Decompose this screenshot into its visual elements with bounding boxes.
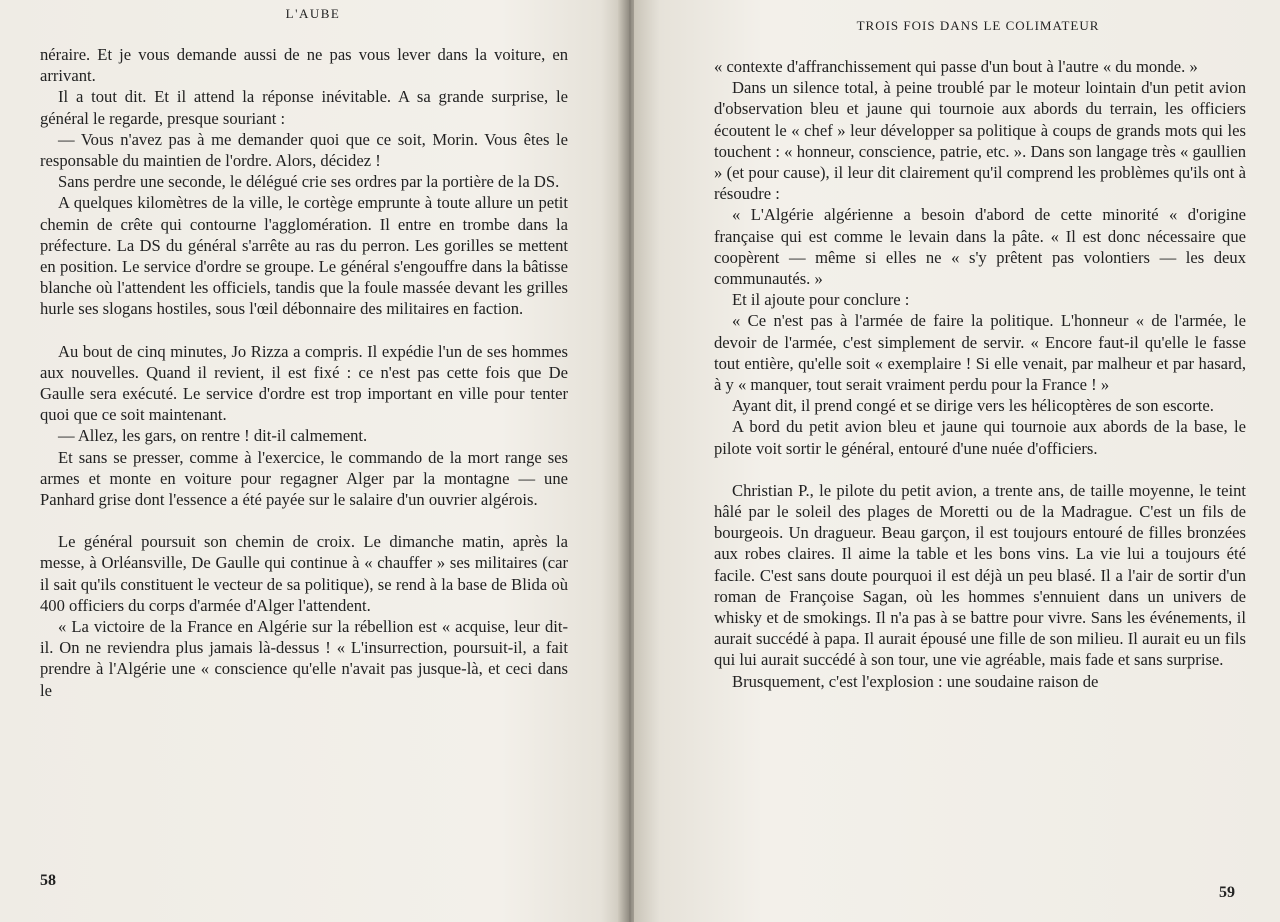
paragraph: « L'Algérie algérienne a besoin d'abord de cette minorité « d'origine française qui est comme le levain dans la pâte. « Il est donc nécessaire que coopèrent — même si elles ne « s'y prêtent pas volontiers — les deux communautés. » [714, 205, 1246, 289]
page-number: 58 [40, 872, 56, 889]
section-break [40, 320, 568, 341]
paragraph: Ayant dit, il prend congé et se dirige vers les hélicoptères de son escorte. [732, 396, 1214, 416]
paragraph: Sans perdre une seconde, le délégué crie ses ordres par la portière de la DS. [58, 172, 560, 192]
right-page [634, 0, 1280, 922]
paragraph: Christian P., le pilote du petit avion, a trente ans, de taille moyenne, le teint hâlé par le soleil des plages de Moretti ou de la Madrague. C'est un fils de bourgeois. Un dragueur. Beau garçon, il est toujours entouré de filles bronzées aux robes claires. Il aime la table et les bons vins. La vie lui a toujours été facile. C'est sans doute pourquoi il est déjà un peu blasé. Il a l'air de sortir d'un roman de Françoise Sagan, où les hommes s'ennuient dans un univers de whisky et de smokings. Il n'a pas à se battre pour vivre. Sans les événements, il aurait succédé à papa. Il aurait épousé une fille de son milieu. Il aurait eu un fils qui lui aurait succédé à son tour, une vie agréable, mais fade et sans surprise. [714, 480, 1246, 670]
running-header: TROIS FOIS DANS LE COLIMATEUR [856, 18, 1100, 33]
paragraph: « contexte d'affranchissement qui passe d'un bout à l'autre « du monde. » [714, 57, 1198, 76]
paragraph: « Ce n'est pas à l'armée de faire la politique. L'honneur « de l'armée, le devoir de l'armée, c'est simplement de servir. « Encore faut-il qu'elle le fasse tout entière, qu'elle soit « exemplaire ! Si elle venait, par malheur et par hasard, à y « manquer, tout serait vraiment perdu pour la France ! » [714, 311, 1246, 395]
paragraph: Brusquement, c'est l'explosion : une soudaine raison de [732, 671, 1099, 691]
paragraph: Le général poursuit son chemin de croix. Le dimanche matin, après la messe, à Orléansville, De Gaulle qui continue à « chauffer » ses militaires (car il sait qu'ils constituent le vecteur de sa politique), se rend à la base de Blida où 400 officiers du corps d'armée d'Alger l'attendent. [40, 532, 568, 615]
paragraph: — Vous n'avez pas à me demander quoi que ce soit, Morin. Vous êtes le responsable du maintien de l'ordre. Alors, décidez ! [40, 129, 568, 171]
section-break [40, 510, 568, 531]
section-break [714, 459, 1246, 480]
paragraph: Et il ajoute pour conclure : [732, 290, 910, 310]
running-header: L'AUBE [285, 6, 341, 21]
paragraph: A bord du petit avion bleu et jaune qui tournoie aux abords de la base, le pilote voit sortir le général, entouré d'une nuée d'officiers. [714, 417, 1246, 458]
paragraph: — Allez, les gars, on rentre ! dit-il calmement. [58, 426, 368, 446]
paragraph: Et sans se presser, comme à l'exercice, le commando de la mort range ses armes et monte en voiture pour regagner Alger par la montagne — une Panhard grise dont l'essence a été payée sur le salaire d'un ouvrier algérois. [40, 447, 568, 510]
page-number: 59 [1219, 884, 1235, 901]
paragraph: Dans un silence total, à peine troublé par le moteur lointain d'un petit avion d'observation bleu et jaune qui tournoie aux abords du terrain, les officiers écoutent le « chef » leur développer sa politique à coups de grands mots qui les touchent : « honneur, conscience, patrie, etc. ». Dans son langage très « gaullien » (et pour cause), il leur dit clairement qu'il comprend les problèmes qu'ils ont à résoudre : [714, 78, 1246, 204]
left-page [0, 0, 626, 922]
page-text [714, 56, 1246, 692]
paragraph: Au bout de cinq minutes, Jo Rizza a compris. Il expédie l'un de ses hommes aux nouvelles. Quand il revient, il est fixé : ce n'est pas cette fois que De Gaulle sera exécuté. Le service d'ordre est trop important en ville pour tenter quoi que ce soit maintenant. [40, 341, 568, 425]
paragraph: néraire. Et je vous demande aussi de ne pas vous lever dans la voiture, en arrivant. [40, 45, 568, 86]
page-text [40, 44, 568, 701]
paragraph: A quelques kilomètres de la ville, le cortège emprunte à toute allure un petit chemin de crête qui contourne l'agglomération. Il entre en trombe dans la préfecture. La DS du général s'arrête au ras du perron. Les gorilles se mettent en position. Le service d'ordre se groupe. Le général s'engouffre dans la bâtisse blanche où l'attendent les officiels, tandis que la foule massée devant les grilles hurle ses slogans hostiles, sous l'œil débonnaire des militaires en faction. [40, 193, 568, 319]
paragraph: Il a tout dit. Et il attend la réponse inévitable. A sa grande surprise, le général le regarde, presque souriant : [40, 87, 568, 128]
paragraph: « La victoire de la France en Algérie sur la rébellion est « acquise, leur dit-il. On ne reviendra plus jamais là-dessus ! « L'insurrection, poursuit-il, a fait prendre à l'Algérie une « conscience qu'elle n'avait pas jusque-là, et ceci dans le [40, 617, 568, 700]
